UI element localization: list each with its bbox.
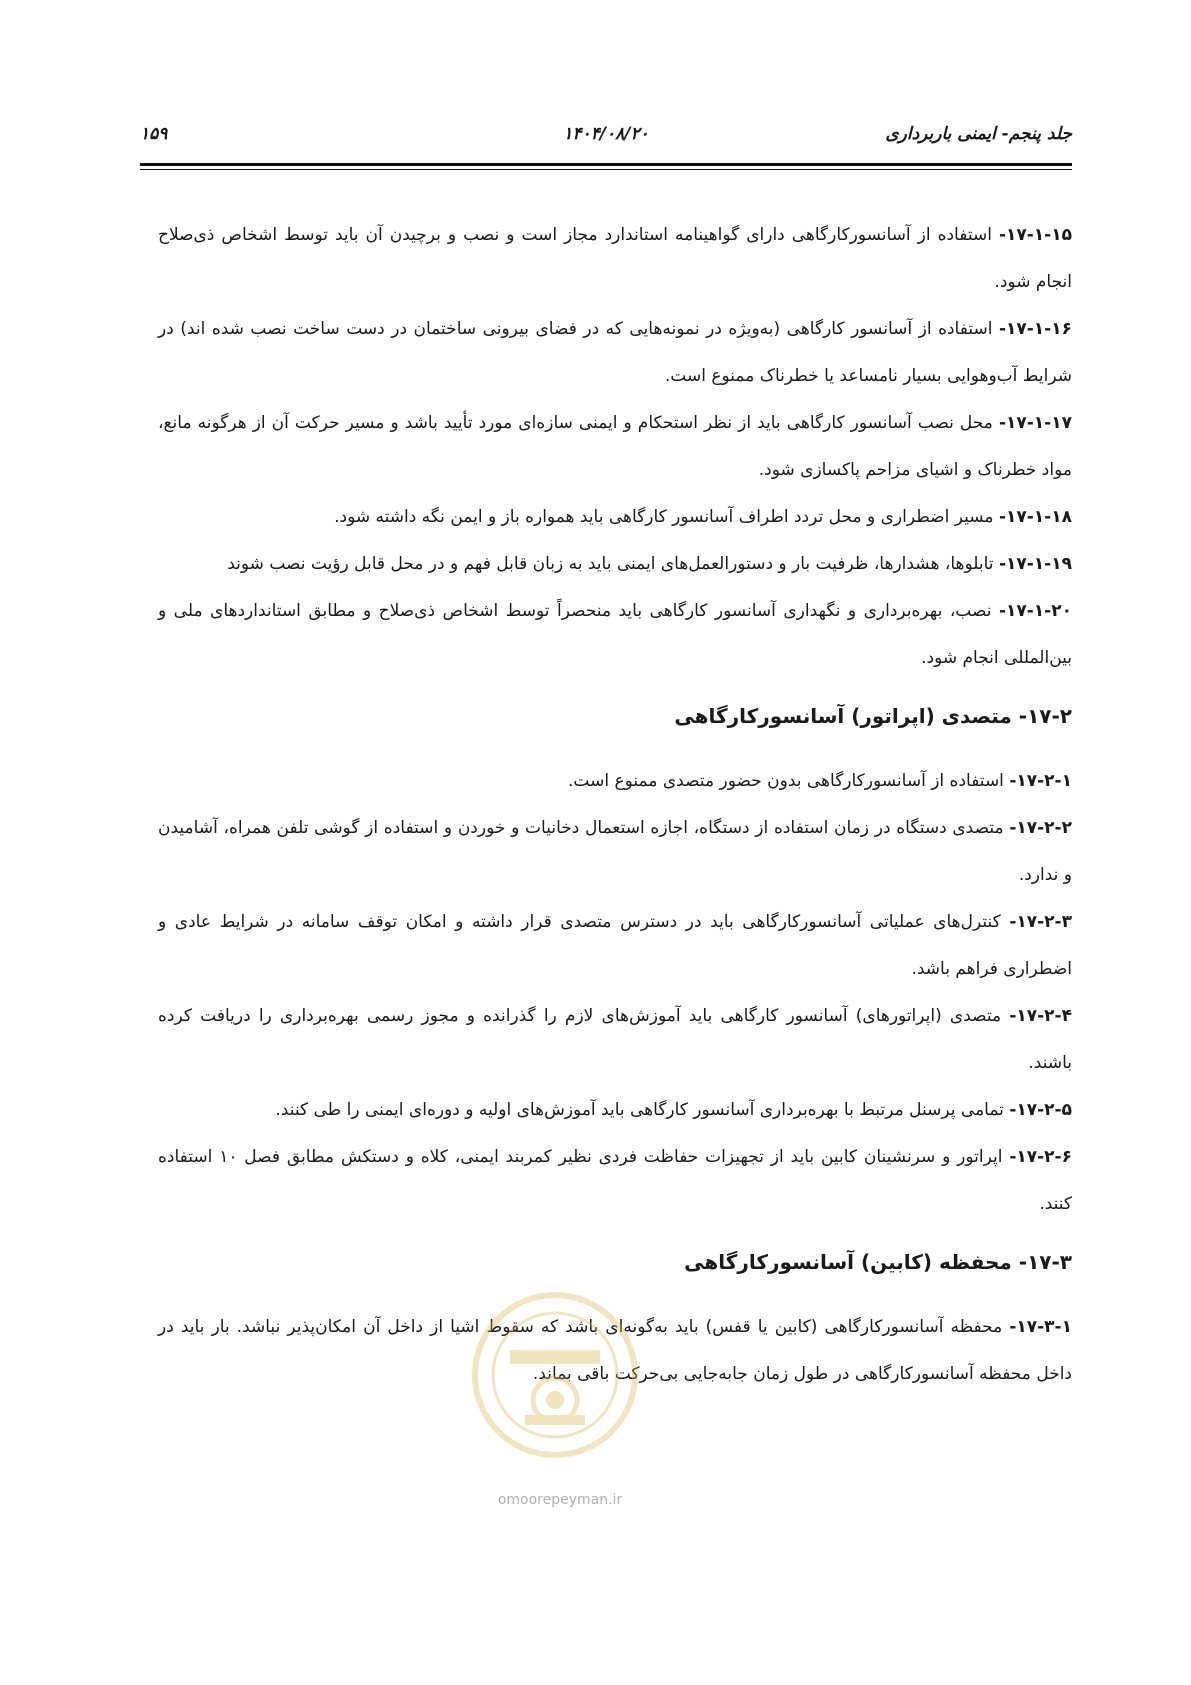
clause-text: تمامی پرسنل مرتبط با بهره‌برداری آسانسور کارگاهی باید آموزش‌های اولیه و دوره‌ای ایمنی را طی کنند. [275, 1100, 1010, 1120]
clause-text: کنترل‌های عملیاتی آسانسورکارگاهی باید در دسترس متصدی قرار داشته و امکان توقف سامانه در شرایط عادی و اضطراری فراهم باشد. [158, 912, 1072, 979]
page-header [140, 124, 1072, 154]
clause-17-1-20 [158, 588, 1072, 682]
clause-number: ۱۷-۲-۳- [1009, 912, 1072, 932]
clause-text: استفاده از آسانسورکارگاهی بدون حضور متصدی ممنوع است. [568, 771, 1010, 791]
clause-17-1-19 [158, 541, 1072, 588]
clause-number: ۱۷-۲-۴- [1009, 1006, 1072, 1026]
section-heading-17-3: ۱۷-۳- محفظه (کابین) آسانسورکارگاهی [684, 1250, 1072, 1274]
watermark-seal-icon [470, 1290, 640, 1460]
clause-number: ۱۷-۱-۱۸- [998, 507, 1072, 527]
header-title: جلد پنجم- ایمنی باربرداری [885, 124, 1072, 144]
header-rule-thin [140, 169, 1072, 170]
watermark-text: omoorepeyman.ir [497, 1492, 623, 1508]
clause-text: نصب، بهره‌برداری و نگهداری آسانسور کارگاهی باید منحصراً توسط اشخاص ذی‌صلاح و مطابق استانداردهای ملی و بین‌المللی انجام شود. [158, 601, 1072, 668]
clause-text: تابلوها، هشدارها، ظرفیت بار و دستورالعمل‌های ایمنی باید به زبان قابل فهم و در محل قابل رؤیت نصب شوند [227, 554, 999, 574]
clause-text: متصدی (اپراتورهای) آسانسور کارگاهی باید آموزش‌های لازم را گذرانده و مجوز رسمی بهره‌برداری را دریافت کرده باشند. [158, 1006, 1072, 1073]
clause-number: ۱۷-۲-۱- [1009, 771, 1072, 791]
clause-17-2-6 [158, 1134, 1072, 1228]
clause-number: ۱۷-۱-۱۶- [998, 319, 1072, 339]
header-date: ۱۴۰۴/۰۸/۲۰ [563, 124, 649, 144]
clause-17-2-3 [158, 899, 1072, 993]
clause-17-2-1 [158, 758, 1072, 805]
clause-17-1-16 [158, 306, 1072, 400]
clause-number: ۱۷-۲-۵- [1009, 1100, 1072, 1120]
clause-text: استفاده از آسانسورکارگاهی دارای گواهینامه استاندارد مجاز است و نصب و برچیدن آن باید توسط اشخاص ذی‌صلاح انجام شود. [158, 225, 1072, 292]
clause-number: ۱۷-۱-۱۹- [998, 554, 1072, 574]
clause-text: استفاده از آسانسور کارگاهی (به‌ویژه در نمونه‌هایی که در فضای بیرونی ساختمان در دست ساخت نصب شده اند) در شرایط آب‌وهوایی بسیار نامساعد یا خطرناک ممنوع است. [158, 319, 1072, 386]
header-rule-thick [140, 163, 1072, 166]
section-heading-17-2: ۱۷-۲- متصدی (اپراتور) آسانسورکارگاهی [674, 704, 1072, 728]
clause-17-1-15 [158, 212, 1072, 306]
clause-17-2-2 [158, 805, 1072, 899]
document-body [158, 212, 1072, 1398]
clause-text: محفظه آسانسورکارگاهی (کابین یا قفس) باید به‌گونه‌ای باشد که سقوط اشیا از داخل آن امکان‌پذیر نباشد. بار باید در داخل محفظه آسانسورکارگاهی در طول زمان جابه‌جایی بی‌حرکت باقی بماند. [158, 1317, 1072, 1384]
clause-17-2-5 [158, 1087, 1072, 1134]
clause-17-2-4 [158, 993, 1072, 1087]
clause-text: اپراتور و سرنشینان کابین باید از تجهیزات حفاظت فردی نظیر کمربند ایمنی، کلاه و دستکش مطابق فصل ۱۰ استفاده کنند. [158, 1147, 1072, 1214]
clause-text: محل نصب آسانسور کارگاهی باید از نظر استحکام و ایمنی سازه‌ای مورد تأیید باشد و مسیر حرکت آن از هرگونه مانع، مواد خطرناک و اشیای مزاحم پاکسازی شود. [158, 413, 1072, 480]
clause-number: ۱۷-۳-۱- [1009, 1317, 1072, 1337]
clause-text: متصدی دستگاه در زمان استفاده از دستگاه، اجازه استعمال دخانیات و خوردن و استفاده از گوشی تلفن همراه، آشامیدن و ندارد. [158, 818, 1072, 885]
clause-17-1-17 [158, 400, 1072, 494]
page-number: ۱۵۹ [140, 124, 168, 144]
clause-number: ۱۷-۲-۶- [1009, 1147, 1072, 1167]
clause-number: ۱۷-۱-۱۵- [998, 225, 1072, 245]
clause-number: ۱۷-۱-۱۷- [998, 413, 1072, 433]
clause-number: ۱۷-۲-۲- [1009, 818, 1072, 838]
clause-text: مسیر اضطراری و محل تردد اطراف آسانسور کارگاهی باید همواره باز و ایمن نگه داشته شود. [334, 507, 999, 527]
clause-17-1-18 [158, 494, 1072, 541]
clause-number: ۱۷-۱-۲۰- [998, 601, 1072, 621]
